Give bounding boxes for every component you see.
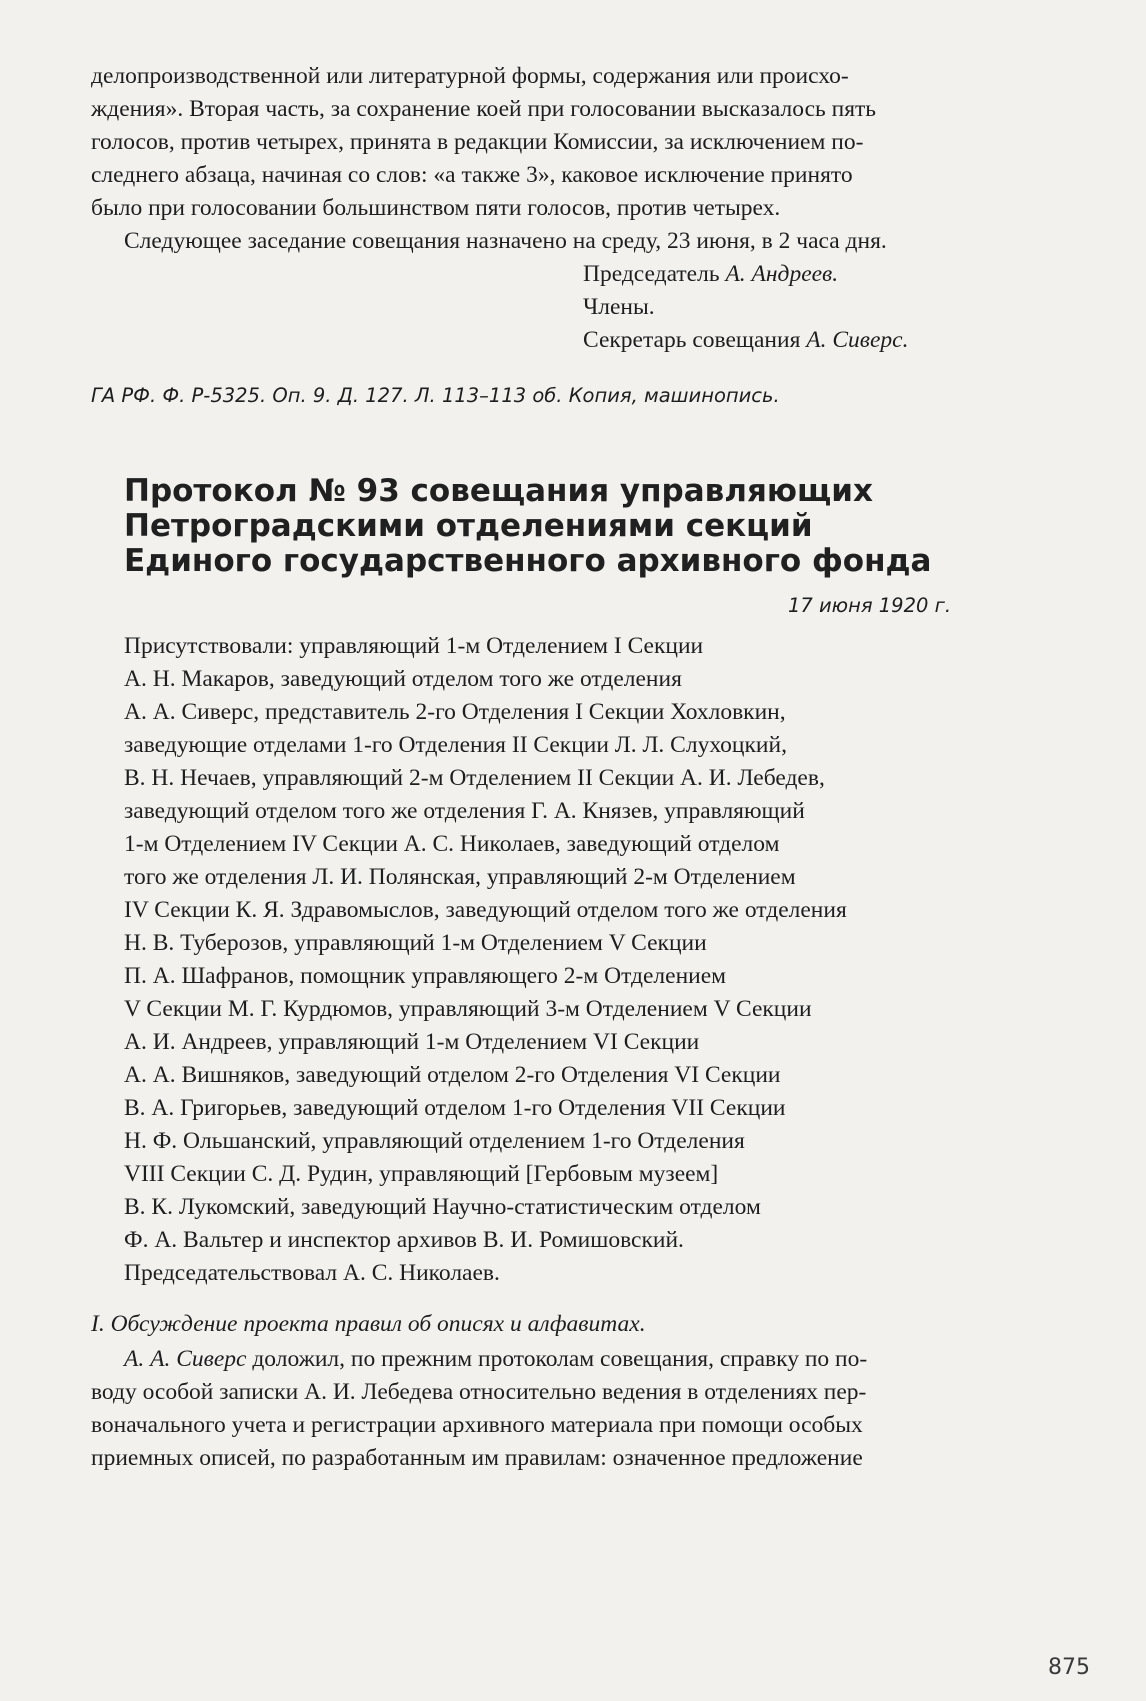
body-text-line: Следующее заседание совещания назначено на среду, 23 июня, в 2 часа дня. [124,228,887,254]
report-speaker: А. А. Сиверс [124,1346,247,1372]
page-number: 875 [1048,1655,1090,1680]
chaired-by: Председательствовал А. С. Николаев. [124,1260,500,1286]
signature-chair [583,258,838,290]
chair-name: А. Андреев. [725,261,839,287]
signature-secretary [583,324,908,356]
attendance-line: В. Н. Нечаев, управляющий 2-м Отделением II Секции А. И. Лебедев, [124,765,825,791]
signature-members: Члены. [583,294,655,320]
report-text: доложил, по прежним протоколам совещания, справку по по- [246,1346,868,1372]
attendance-line: А. А. Вишняков, заведующий отделом 2-го Отделения VI Секции [124,1062,781,1088]
attendance-line: П. А. Шафранов, помощник управляющего 2-м Отделением [124,963,727,989]
protocol-date: 17 июня 1920 г. [788,594,952,617]
attendance-line: V Секции М. Г. Курдюмов, управляющий 3-м Отделением V Секции [124,996,812,1022]
attendance-line: Присутствовали: управляющий 1-м Отделением I Секции [124,633,704,659]
body-text-line: голосов, против четырех, принята в редакции Комиссии, за исключением по- [91,129,864,155]
attendance-line: Ф. А. Вальтер и инспектор архивов В. И. Ромишовский. [124,1227,684,1253]
report-line: воначального учета и регистрации архивного материала при помощи особых [91,1412,863,1438]
attendance-line: В. К. Лукомский, заведующий Научно-статистическим отделом [124,1194,761,1220]
body-text-line: следнего абзаца, начиная со слов: «а также 3», каковое исключение принято [91,162,853,188]
protocol-title-line: Петроградскими отделениями секций [124,508,813,544]
attendance-line: А. А. Сиверс, представитель 2-го Отделения I Секции Хохловкин, [124,699,786,725]
report-line: воду особой записки А. И. Лебедева относительно ведения в отделениях пер- [91,1379,867,1405]
body-text-line: делопроизводственной или литературной формы, содержания или происхо- [91,63,849,89]
secretary-label: Секретарь совещания [583,327,807,353]
attendance-line: Н. В. Туберозов, управляющий 1-м Отделением V Секции [124,930,707,956]
attendance-line: В. А. Григорьев, заведующий отделом 1-го Отделения VII Секции [124,1095,786,1121]
attendance-line: Н. Ф. Ольшанский, управляющий отделением 1-го Отделения [124,1128,745,1154]
report-line [124,1343,867,1375]
body-text-line: было при голосовании большинством пяти голосов, против четырех. [91,195,781,221]
chair-label: Председатель [583,261,726,287]
archival-source: ГА РФ. Ф. Р-5325. Оп. 9. Д. 127. Л. 113–113 об. Копия, машинопись. [91,384,780,407]
body-text-line: ждения». Вторая часть, за сохранение коей при голосовании высказалось пять [91,96,876,122]
protocol-title-line: Протокол № 93 совещания управляющих [124,473,873,509]
attendance-line: того же отделения Л. И. Полянская, управляющий 2-м Отделением [124,864,796,890]
attendance-line: заведующий отделом того же отделения Г. А. Князев, управляющий [124,798,805,824]
protocol-title-line: Единого государственного архивного фонда [124,543,932,579]
attendance-line: IV Секции К. Я. Здравомыслов, заведующий отделом того же отделения [124,897,847,923]
secretary-name: А. Сиверс. [806,327,909,353]
attendance-line: VIII Секции С. Д. Рудин, управляющий [Гербовым музеем] [124,1161,719,1187]
attendance-line: А. И. Андреев, управляющий 1-м Отделением VI Секции [124,1029,700,1055]
attendance-line: 1-м Отделением IV Секции А. С. Николаев, заведующий отделом [124,831,780,857]
section-heading: I. Обсуждение проекта правил об описях и алфавитах. [91,1311,646,1337]
attendance-line: А. Н. Макаров, заведующий отделом того же отделения [124,666,682,692]
attendance-line: заведующие отделами 1-го Отделения II Секции Л. Л. Слухоцкий, [124,732,787,758]
report-line: приемных описей, по разработанным им правилам: означенное предложение [91,1445,863,1471]
